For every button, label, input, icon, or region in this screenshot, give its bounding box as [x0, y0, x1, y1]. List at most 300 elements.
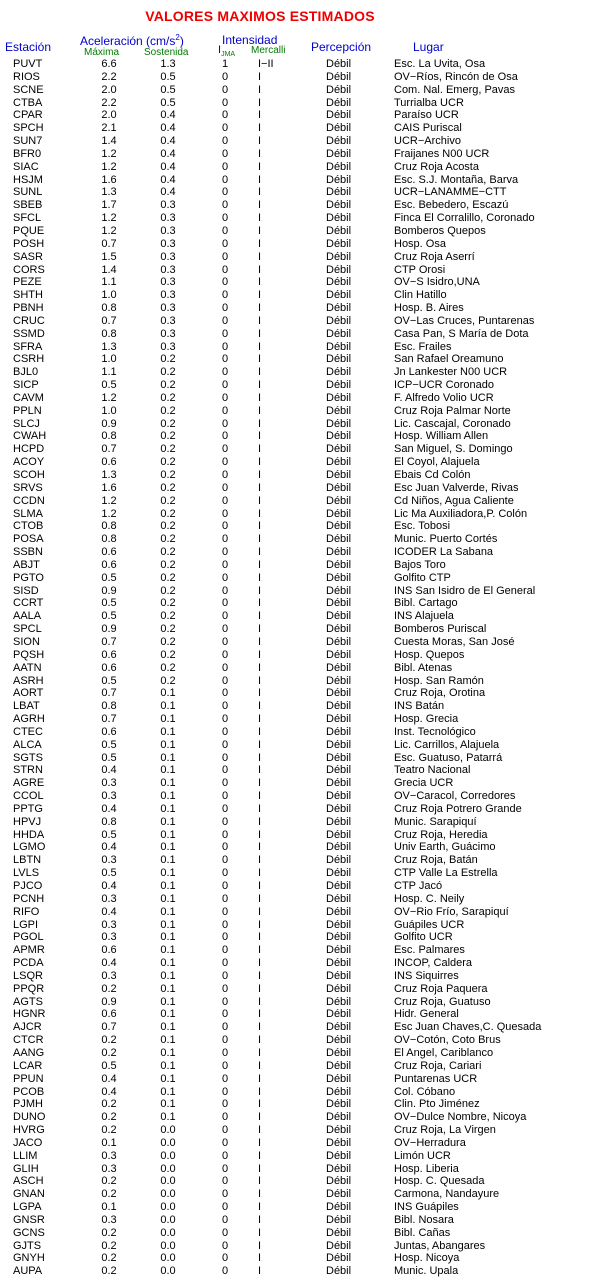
- location: Col. Cóbano: [394, 1085, 456, 1098]
- table-row: [0, 1227, 590, 1240]
- intensity-jma: 0: [221, 1175, 229, 1188]
- intensity-jma: 0: [221, 199, 229, 212]
- accel-sustained: 0.1: [160, 867, 176, 880]
- intensity-mercalli: I: [258, 160, 262, 173]
- accel-sustained: 0.1: [160, 905, 176, 918]
- location: Clin Hatillo: [394, 289, 447, 302]
- intensity-mercalli: I: [258, 327, 262, 340]
- intensity-jma: 0: [221, 623, 229, 636]
- intensity-mercalli: I: [258, 918, 262, 931]
- perception: Débil: [326, 635, 352, 648]
- intensity-jma: 0: [221, 700, 229, 713]
- location: Paraíso UCR: [394, 109, 459, 122]
- location: UCR−Archivo: [394, 135, 461, 148]
- accel-sustained: 1.3: [160, 58, 176, 70]
- accel-sustained: 0.2: [160, 648, 176, 661]
- perception: Débil: [326, 738, 352, 751]
- intensity-mercalli: I: [258, 802, 262, 815]
- accel-sustained: 0.2: [160, 558, 176, 571]
- station-code: AUPA: [13, 1265, 43, 1278]
- accel-max: 0.5: [101, 751, 117, 764]
- perception: Débil: [326, 109, 352, 122]
- perception: Débil: [326, 1188, 352, 1201]
- perception: Débil: [326, 96, 352, 109]
- perception: Débil: [326, 147, 352, 160]
- location: Hosp. Osa: [394, 237, 446, 250]
- table-row: [0, 893, 590, 906]
- intensity-mercalli: I: [258, 276, 262, 289]
- accel-max: 2.2: [101, 96, 117, 109]
- intensity-mercalli: I: [258, 828, 262, 841]
- intensity-mercalli: I: [258, 1149, 262, 1162]
- accel-sustained: 0.1: [160, 1111, 176, 1124]
- location: Bibl. Nosara: [394, 1213, 454, 1226]
- station-code: SUN7: [13, 135, 43, 148]
- table-row: [0, 1150, 590, 1163]
- location: Juntas, Abangares: [394, 1239, 486, 1252]
- intensity-mercalli: I: [258, 199, 262, 212]
- location: Cruz Roja Palmar Norte: [394, 404, 511, 417]
- table-row: [0, 353, 590, 366]
- perception: Débil: [326, 1162, 352, 1175]
- intensity-mercalli: I: [258, 83, 262, 96]
- intensity-jma: 0: [221, 1239, 229, 1252]
- accel-max: 0.4: [101, 802, 117, 815]
- perception: Débil: [326, 687, 352, 700]
- table-row: [0, 1163, 590, 1176]
- intensity-mercalli: I: [258, 1111, 262, 1124]
- intensity-mercalli: I: [258, 520, 262, 533]
- perception: Débil: [326, 417, 352, 430]
- intensity-mercalli: I: [258, 635, 262, 648]
- intensity-mercalli: I: [258, 70, 262, 83]
- station-code: AGRE: [13, 777, 45, 790]
- station-code: HPVJ: [13, 815, 42, 828]
- table-row: [0, 1188, 590, 1201]
- perception: Débil: [326, 648, 352, 661]
- accel-max: 0.3: [101, 1162, 117, 1175]
- table-row: [0, 636, 590, 649]
- accel-sustained: 0.1: [160, 1021, 176, 1034]
- table-row: [0, 585, 590, 598]
- intensity-jma: 0: [221, 802, 229, 815]
- location: INS Guápiles: [394, 1201, 459, 1214]
- table-row: [0, 623, 590, 636]
- intensity-mercalli: I: [258, 1059, 262, 1072]
- intensity-mercalli: I: [258, 456, 262, 469]
- table-row: [0, 687, 590, 700]
- intensity-mercalli: I: [258, 1098, 262, 1111]
- intensity-mercalli: I−II: [258, 58, 274, 70]
- intensity-mercalli: I: [258, 713, 262, 726]
- table-row: [0, 199, 590, 212]
- perception: Débil: [326, 931, 352, 944]
- intensity-jma: 0: [221, 417, 229, 430]
- accel-sustained: 0.1: [160, 725, 176, 738]
- intensity-mercalli: I: [258, 1226, 262, 1239]
- location: Hosp. Nicoya: [394, 1252, 460, 1265]
- intensity-jma: 0: [221, 1046, 229, 1059]
- accel-max: 0.7: [101, 687, 117, 700]
- station-code: CPAR: [13, 109, 43, 122]
- accel-sustained: 0.1: [160, 969, 176, 982]
- perception: Débil: [326, 828, 352, 841]
- perception: Débil: [326, 404, 352, 417]
- table-row: [0, 392, 590, 405]
- station-code: SLCJ: [13, 417, 40, 430]
- table-row: [0, 546, 590, 559]
- accel-max: 0.4: [101, 1072, 117, 1085]
- table-row: [0, 880, 590, 893]
- location: Cruz Roja, Batán: [394, 854, 478, 867]
- accel-sustained: 0.1: [160, 1046, 176, 1059]
- accel-max: 0.5: [101, 571, 117, 584]
- intensity-mercalli: I: [258, 1046, 262, 1059]
- accel-max: 1.1: [101, 276, 117, 289]
- accel-max: 0.2: [101, 1124, 117, 1137]
- intensity-mercalli: I: [258, 584, 262, 597]
- accel-sustained: 0.1: [160, 1085, 176, 1098]
- intensity-mercalli: I: [258, 1021, 262, 1034]
- perception: Débil: [326, 391, 352, 404]
- perception: Débil: [326, 584, 352, 597]
- station-code: CWAH: [13, 430, 47, 443]
- table-row: [0, 906, 590, 919]
- accel-sustained: 0.2: [160, 456, 176, 469]
- accel-max: 0.2: [101, 1098, 117, 1111]
- accel-sustained: 0.1: [160, 1008, 176, 1021]
- intensity-jma: 0: [221, 1111, 229, 1124]
- accel-sustained: 0.1: [160, 738, 176, 751]
- perception: Débil: [326, 880, 352, 892]
- location: Cruz Roja, Orotina: [394, 687, 486, 700]
- intensity-mercalli: I: [258, 1239, 262, 1252]
- intensity-mercalli: I: [258, 1175, 262, 1188]
- perception: Débil: [326, 1059, 352, 1072]
- perception: Débil: [326, 610, 352, 623]
- station-code: PQSH: [13, 648, 45, 661]
- location: Guápiles UCR: [394, 918, 465, 931]
- intensity-mercalli: I: [258, 867, 262, 880]
- intensity-jma: 0: [221, 790, 229, 803]
- accel-max: 0.5: [101, 379, 117, 392]
- station-code: SSBN: [13, 546, 43, 559]
- perception: Débil: [326, 969, 352, 982]
- table-row: [0, 970, 590, 983]
- intensity-jma: 0: [221, 1213, 229, 1226]
- table-row: [0, 1034, 590, 1047]
- perception: Débil: [326, 918, 352, 931]
- header-aceleracion: [80, 33, 184, 48]
- perception: Débil: [326, 674, 352, 687]
- accel-sustained: 0.0: [160, 1136, 176, 1149]
- accel-max: 6.6: [101, 58, 117, 70]
- table-row: [0, 469, 590, 482]
- accel-sustained: 0.1: [160, 1034, 176, 1047]
- station-code: STRN: [13, 764, 43, 777]
- accel-max: 0.4: [101, 880, 117, 892]
- intensity-jma: 0: [221, 725, 229, 738]
- perception: Débil: [326, 1124, 352, 1137]
- intensity-mercalli: I: [258, 173, 262, 186]
- accel-max: 0.2: [101, 1188, 117, 1201]
- station-code: HCPD: [13, 443, 45, 456]
- intensity-mercalli: I: [258, 777, 262, 790]
- table-row: [0, 1252, 590, 1265]
- accel-max: 0.7: [101, 635, 117, 648]
- accel-sustained: 0.1: [160, 828, 176, 841]
- accel-sustained: 0.1: [160, 892, 176, 905]
- accel-max: 0.3: [101, 918, 117, 931]
- intensity-jma: 0: [221, 456, 229, 469]
- station-code: LCAR: [13, 1059, 43, 1072]
- header-mercalli: Mercalli: [251, 45, 286, 56]
- accel-max: 0.6: [101, 558, 117, 571]
- location: Esc. Palmares: [394, 944, 465, 957]
- intensity-jma: 0: [221, 1124, 229, 1137]
- page-title: VALORES MAXIMOS ESTIMADOS: [145, 8, 375, 24]
- accel-max: 0.9: [101, 623, 117, 636]
- intensity-jma: 0: [221, 1136, 229, 1149]
- accel-max: 0.8: [101, 815, 117, 828]
- accel-sustained: 0.2: [160, 520, 176, 533]
- intensity-jma: 0: [221, 880, 229, 892]
- accel-sustained: 0.3: [160, 327, 176, 340]
- intensity-jma: 0: [221, 1059, 229, 1072]
- accel-sustained: 0.3: [160, 237, 176, 250]
- perception: Débil: [326, 1046, 352, 1059]
- station-code: GCNS: [13, 1226, 45, 1239]
- table-row: [0, 854, 590, 867]
- location: CAIS Puriscal: [394, 122, 462, 135]
- perception: Débil: [326, 469, 352, 481]
- perception: Débil: [326, 1252, 352, 1265]
- location: UCR−LANAMME−CTT: [394, 186, 507, 199]
- location: Teatro Nacional: [394, 764, 471, 777]
- accel-sustained: 0.3: [160, 276, 176, 289]
- accel-max: 1.2: [101, 147, 117, 160]
- intensity-mercalli: I: [258, 1085, 262, 1098]
- perception: Débil: [326, 302, 352, 315]
- table-row: [0, 867, 590, 880]
- accel-max: 0.8: [101, 302, 117, 315]
- table-row: [0, 957, 590, 970]
- accel-sustained: 0.3: [160, 302, 176, 315]
- station-code: DUNO: [13, 1111, 46, 1124]
- intensity-mercalli: I: [258, 481, 262, 494]
- accel-max: 1.0: [101, 353, 117, 366]
- location: Jn Lankester N00 UCR: [394, 366, 508, 379]
- accel-max: 1.4: [101, 135, 117, 148]
- station-code: GLIH: [13, 1162, 39, 1175]
- station-code: CCRT: [13, 597, 44, 610]
- table-row: [0, 225, 590, 238]
- table-row: [0, 610, 590, 623]
- intensity-jma: 0: [221, 83, 229, 96]
- intensity-mercalli: I: [258, 982, 262, 995]
- table-row: [0, 341, 590, 354]
- intensity-mercalli: I: [258, 533, 262, 546]
- table-row: [0, 135, 590, 148]
- intensity-jma: 0: [221, 147, 229, 160]
- accel-sustained: 0.2: [160, 430, 176, 443]
- table-row: [0, 405, 590, 418]
- location: OV−Caracol, Corredores: [394, 790, 516, 803]
- accel-max: 0.8: [101, 700, 117, 713]
- intensity-mercalli: I: [258, 109, 262, 122]
- intensity-jma: 0: [221, 109, 229, 122]
- station-code: POSH: [13, 237, 45, 250]
- intensity-jma: 0: [221, 96, 229, 109]
- location: Cruz Roja Acosta: [394, 160, 479, 173]
- intensity-jma: 0: [221, 982, 229, 995]
- station-code: SRVS: [13, 481, 43, 494]
- perception: Débil: [326, 250, 352, 263]
- perception: Débil: [326, 507, 352, 520]
- accel-sustained: 0.0: [160, 1226, 176, 1239]
- accel-max: 0.7: [101, 237, 117, 250]
- intensity-mercalli: I: [258, 443, 262, 456]
- accel-sustained: 0.1: [160, 1059, 176, 1072]
- accel-sustained: 0.3: [160, 289, 176, 302]
- station-code: PPUN: [13, 1072, 44, 1085]
- perception: Débil: [326, 1021, 352, 1034]
- location: Esc. Bebedero, Escazú: [394, 199, 509, 212]
- location: F. Alfredo Volio UCR: [394, 391, 494, 404]
- accel-sustained: 0.3: [160, 224, 176, 237]
- station-code: SGTS: [13, 751, 43, 764]
- accel-max: 1.3: [101, 340, 117, 353]
- intensity-jma: 0: [221, 610, 229, 623]
- accel-max: 1.3: [101, 186, 117, 199]
- perception: Débil: [326, 661, 352, 674]
- location: Hosp. C. Quesada: [394, 1175, 485, 1188]
- table-row: [0, 148, 590, 161]
- location: Cruz Roja Paquera: [394, 982, 488, 995]
- accel-max: 1.6: [101, 481, 117, 494]
- accel-sustained: 0.3: [160, 199, 176, 212]
- table-row: [0, 495, 590, 508]
- station-code: CSRH: [13, 353, 45, 366]
- location: San Rafael Oreamuno: [394, 353, 504, 366]
- accel-max: 0.3: [101, 1213, 117, 1226]
- intensity-jma: 0: [221, 494, 229, 507]
- station-code: PCNH: [13, 892, 45, 905]
- station-code: LGMO: [13, 841, 46, 854]
- perception: Débil: [326, 905, 352, 918]
- accel-sustained: 0.5: [160, 83, 176, 96]
- intensity-mercalli: I: [258, 623, 262, 636]
- accel-sustained: 0.2: [160, 366, 176, 379]
- location: Hosp. Grecia: [394, 713, 459, 726]
- table-row: [0, 418, 590, 431]
- perception: Débil: [326, 224, 352, 237]
- intensity-jma: 0: [221, 1265, 229, 1278]
- perception: Débil: [326, 1085, 352, 1098]
- intensity-jma: 0: [221, 340, 229, 353]
- intensity-mercalli: I: [258, 790, 262, 803]
- accel-sustained: 0.3: [160, 212, 176, 225]
- perception: Débil: [326, 558, 352, 571]
- perception: Débil: [326, 713, 352, 726]
- intensity-jma: 0: [221, 918, 229, 931]
- accel-sustained: 0.0: [160, 1124, 176, 1137]
- intensity-jma: 0: [221, 186, 229, 199]
- intensity-mercalli: I: [258, 469, 262, 481]
- intensity-jma: 0: [221, 931, 229, 944]
- intensity-mercalli: I: [258, 571, 262, 584]
- intensity-mercalli: I: [258, 725, 262, 738]
- station-code: HGNR: [13, 1008, 46, 1021]
- intensity-jma: 0: [221, 327, 229, 340]
- header-lugar: Lugar: [413, 40, 444, 54]
- location: Bajos Toro: [394, 558, 446, 571]
- accel-max: 0.2: [101, 1111, 117, 1124]
- location: Com. Nal. Emerg, Pavas: [394, 83, 516, 96]
- accel-max: 0.4: [101, 1085, 117, 1098]
- accel-sustained: 0.2: [160, 494, 176, 507]
- intensity-mercalli: I: [258, 674, 262, 687]
- station-code: PPLN: [13, 404, 42, 417]
- station-code: PGOL: [13, 931, 44, 944]
- station-code: LGPA: [13, 1201, 42, 1214]
- intensity-mercalli: I: [258, 391, 262, 404]
- intensity-mercalli: I: [258, 764, 262, 777]
- perception: Débil: [326, 1239, 352, 1252]
- perception: Débil: [326, 725, 352, 738]
- intensity-mercalli: I: [258, 135, 262, 148]
- intensity-jma: 0: [221, 751, 229, 764]
- table-row: [0, 1086, 590, 1099]
- intensity-jma: 0: [221, 674, 229, 687]
- station-code: CAVM: [13, 391, 44, 404]
- station-code: GNSR: [13, 1213, 45, 1226]
- station-code: CTCR: [13, 1034, 44, 1047]
- accel-max: 0.6: [101, 456, 117, 469]
- table-row: [0, 1214, 590, 1227]
- perception: Débil: [326, 1175, 352, 1188]
- accel-sustained: 0.1: [160, 957, 176, 970]
- header-aceleracion-exponent: 2: [175, 33, 180, 42]
- accel-max: 0.4: [101, 905, 117, 918]
- accel-sustained: 0.5: [160, 96, 176, 109]
- station-code: AJCR: [13, 1021, 42, 1034]
- accel-max: 1.6: [101, 173, 117, 186]
- location: Munic. Sarapiquí: [394, 815, 477, 828]
- perception: Débil: [326, 751, 352, 764]
- location: Turrialba UCR: [394, 96, 464, 109]
- intensity-mercalli: I: [258, 250, 262, 263]
- table-row: [0, 739, 590, 752]
- accel-sustained: 0.0: [160, 1265, 176, 1278]
- location: Univ Earth, Guácimo: [394, 841, 496, 854]
- location: Cruz Roja, La Virgen: [394, 1124, 496, 1137]
- accel-max: 0.5: [101, 1059, 117, 1072]
- accel-max: 0.7: [101, 443, 117, 456]
- perception: Débil: [326, 815, 352, 828]
- station-code: BJL0: [13, 366, 39, 379]
- intensity-mercalli: I: [258, 1162, 262, 1175]
- intensity-mercalli: I: [258, 905, 262, 918]
- station-code: GNAN: [13, 1188, 45, 1201]
- intensity-jma: 0: [221, 289, 229, 302]
- perception: Débil: [326, 520, 352, 533]
- table-row: [0, 1175, 590, 1188]
- station-code: PJMH: [13, 1098, 43, 1111]
- intensity-mercalli: I: [258, 854, 262, 867]
- intensity-mercalli: I: [258, 880, 262, 892]
- table-row: [0, 174, 590, 187]
